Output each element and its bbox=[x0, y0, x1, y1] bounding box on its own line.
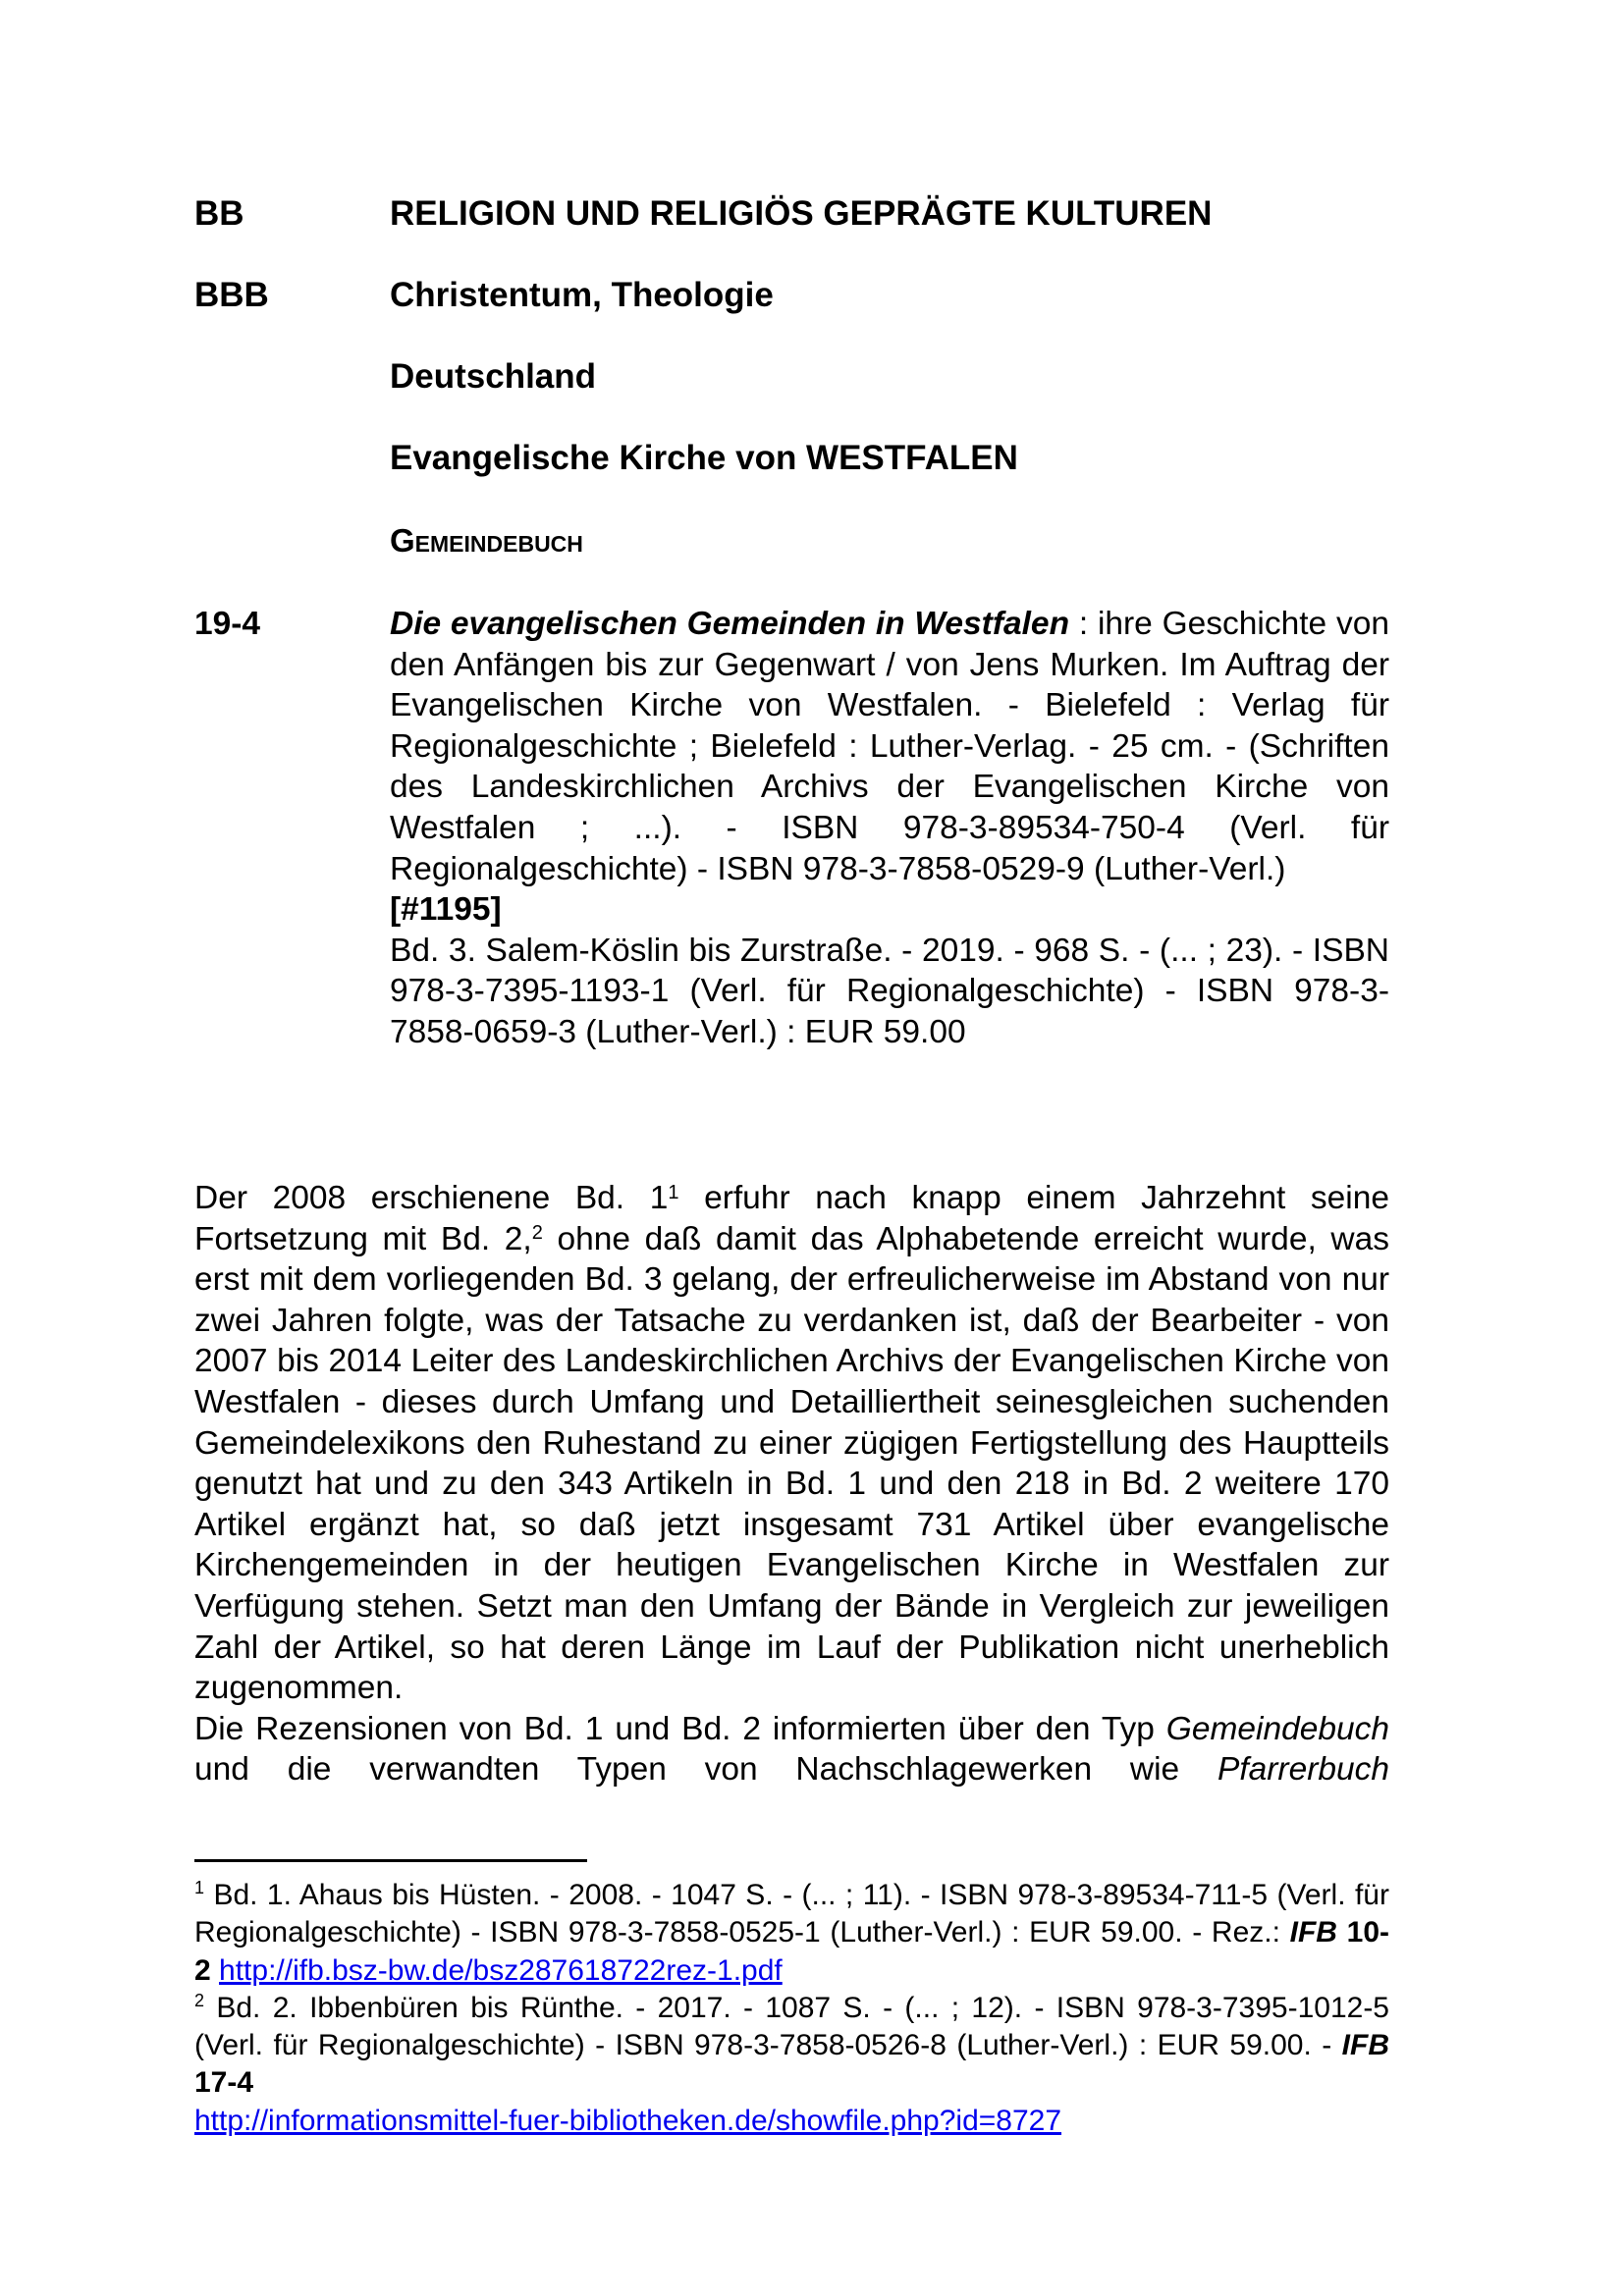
section-title-gemeindebuch: Gemeindebuch bbox=[390, 522, 583, 559]
ifb-label: IFB bbox=[1289, 1916, 1337, 1949]
section-title-christentum: Christentum, Theologie bbox=[390, 276, 774, 314]
section-title-deutschland: Deutschland bbox=[390, 357, 597, 396]
review-text: und die verwandten Typen von Nachschlagewerken wie bbox=[194, 1751, 1217, 1789]
ifb-issue: 17-4 bbox=[194, 2066, 254, 2100]
footnote-text: Bd. 1. Ahaus bis Hüsten. - 2008. - 1047 S. - (... ; 11). - ISBN 978-3-89534-711-5 (Verl. für Regionalgeschichte) - ISBN 978-3-7858-0525-1 (Luther-Verl.) : EUR 59.00. - Rez.: bbox=[194, 1879, 1389, 1949]
entry-record bbox=[390, 604, 1389, 1053]
review-text: erfuhr nach knapp einem Jahrzehnt seine Fortsetzung mit Bd. 2, bbox=[194, 1180, 1389, 1257]
review-text: ohne daß damit das Alphabetende erreicht wurde, was erst mit dem vorliegenden Bd. 3 gelang, der erfreulicherweise im Abstand von nur zwei Jahren folgte, was der Tatsache zu verdanken ist, daß der Bearbeiter - von 2007 bis 2014 Leiter des Landeskirchlichen Archivs der Evangelischen Kirche von Westfalen - dieses durch Umfang und Detailliertheit seinesgleichen suchenden Gemeindelexikons den Ruhestand zu einer zügigen Fertigstellung des Hauptteils genutzt hat und zu den 343 Artikeln in Bd. 1 und den 218 in Bd. 2 weitere 170 Artikel ergänzt hat, so daß jetzt insgesamt 731 Artikel über evangelische Kirchengemeinden in der heutigen Evangelischen Kirche in Westfalen zur Verfügung stehen. Setzt man den Umfang der Bände in Vergleich zur jeweiligen Zahl der Artikel, so hat deren Länge im Lauf der Publikation nicht unerheblich zugenommen. bbox=[194, 1220, 1389, 1707]
footnote-mark: 1 bbox=[194, 1878, 205, 1897]
section-code-bbb: BBB bbox=[194, 276, 269, 314]
entry-id-tag: [#1195] bbox=[390, 891, 502, 929]
footnote-1 bbox=[194, 1877, 1389, 1990]
entry-volume: Bd. 3. Salem-Köslin bis Zurstraße. - 2019. - 968 S. - (... ; 23). - ISBN 978-3-7395-1193-1 (Verl. für Regionalgeschichte) - ISBN 978-3-7858-0659-3 (Luther-Verl.) : EUR 59.00 bbox=[390, 932, 1389, 1050]
footnote-ref-2[interactable]: 2 bbox=[531, 1222, 543, 1245]
entry-number: 19-4 bbox=[194, 606, 261, 642]
footnote-separator bbox=[194, 1859, 587, 1862]
term-gemeindebuch: Gemeindebuch bbox=[1165, 1710, 1389, 1747]
review-paragraph-2 bbox=[194, 1709, 1389, 1790]
ifb-label: IFB bbox=[1341, 2029, 1389, 2062]
section-title-religion: RELIGION UND RELIGIÖS GEPRÄGTE KULTUREN bbox=[390, 194, 1213, 233]
section-title-westfalen: Evangelische Kirche von WESTFALEN bbox=[390, 439, 1018, 477]
section-code-bb: BB bbox=[194, 194, 244, 233]
entry-description: : ihre Geschichte von den Anfängen bis zur Gegenwart / von Jens Murken. Im Auftrag der Evangelischen Kirche von Westfalen. - Bielefeld : Verlag für Regionalgeschichte ; Bielefeld : Luther-Verlag. - 25 cm. - (Schriften des Landeskirchlichen Archivs der Evangelischen Kirche von Westfalen ; ...). - ISBN 978-3-89534-750-4 (Verl. für Regionalgeschichte) - ISBN 978-3-7858-0529-9 (Luther-Verl.) bbox=[390, 606, 1389, 887]
footnote-mark: 2 bbox=[194, 1990, 205, 2010]
entry-title: Die evangelischen Gemeinden in Westfalen bbox=[390, 606, 1070, 642]
term-pfarrerbuch: Pfarrerbuch bbox=[1217, 1751, 1389, 1789]
review-link-1[interactable]: http://ifb.bsz-bw.de/bsz287618722rez-1.pdf bbox=[219, 1953, 783, 1987]
footnotes bbox=[194, 1877, 1389, 2140]
footnote-ref-1[interactable]: 1 bbox=[668, 1181, 679, 1203]
footnote-text: Bd. 2. Ibbenbüren bis Rünthe. - 2017. - 1087 S. - (... ; 12). - ISBN 978-3-7395-1012-5 (Verl. für Regionalgeschichte) - ISBN 978-3-7858-0526-8 (Luther-Verl.) : EUR 59.00. - bbox=[194, 1991, 1389, 2062]
review-link-2[interactable]: http://informationsmittel-fuer-bibliotheken.de/showfile.php?id=8727 bbox=[194, 2104, 1062, 2137]
review-text: Der 2008 erschienene Bd. 1 bbox=[194, 1180, 669, 1216]
review-text: Die Rezensionen von Bd. 1 und Bd. 2 informierten über den Typ bbox=[194, 1710, 1166, 1747]
review-paragraph-1 bbox=[194, 1178, 1389, 1709]
entry-citation bbox=[390, 604, 1389, 889]
footnote-2 bbox=[194, 1990, 1389, 2140]
review-body bbox=[194, 1178, 1389, 1790]
ifb-issue: 10-2 bbox=[194, 1916, 1389, 1987]
